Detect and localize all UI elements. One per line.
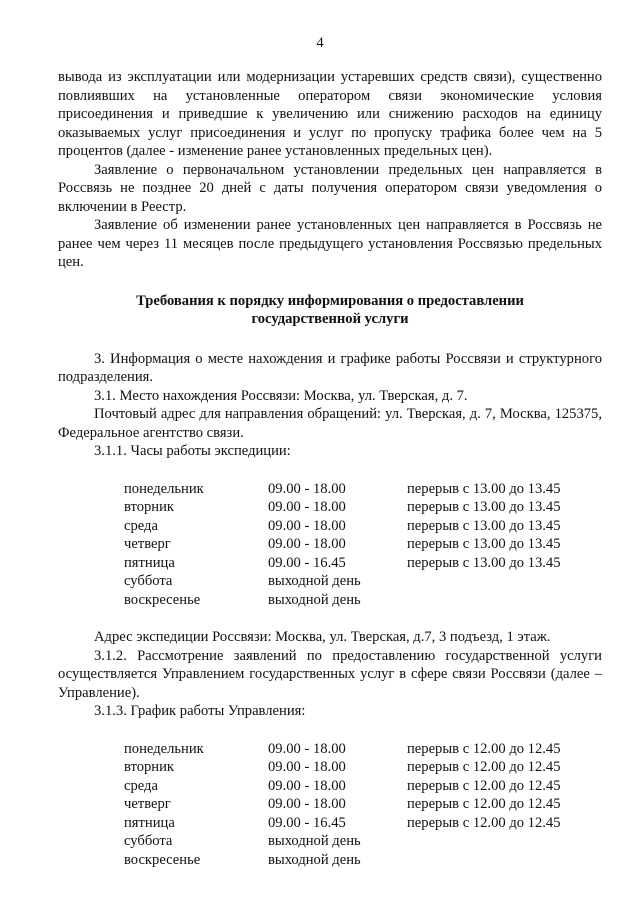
expedition-schedule-table (124, 480, 561, 610)
schedule-row (124, 480, 561, 499)
paragraph-expedition-address: Адрес экспедиции Россвязи: Москва, ул. Тверская, д.7, 3 подъезд, 1 этаж. (94, 629, 551, 645)
paragraph-3-1-1: 3.1.1. Часы работы экспедиции: (94, 443, 291, 459)
schedule-break: перерыв с 13.00 до 13.45 (407, 517, 561, 534)
schedule-hours: выходной день (268, 573, 361, 589)
schedule-day: пятница (124, 814, 175, 831)
schedule-day: вторник (124, 759, 175, 775)
schedule-row (124, 740, 561, 759)
schedule-day: среда (124, 517, 158, 534)
schedule-day: суббота (124, 573, 173, 589)
schedule-row (124, 832, 561, 851)
paragraph-3-1-3: 3.1.3. График работы Управления: (94, 703, 306, 719)
schedule-hours: выходной день (268, 851, 361, 868)
schedule-day: понедельник (124, 480, 204, 497)
schedule-break: перерыв с 12.00 до 12.45 (407, 814, 561, 831)
schedule-day: вторник (124, 499, 175, 515)
schedule-hours: 09.00 - 18.00 (268, 517, 346, 534)
schedule-break: перерыв с 13.00 до 13.45 (407, 480, 561, 497)
paragraph-3-1-2: 3.1.2. Рассмотрение заявлений по предоставлению государственной услуги осуществляется Управлением государственных услуг в сфере связи Россвязи (далее – Управление). (58, 647, 602, 701)
schedule-hours: 09.00 - 18.00 (268, 499, 346, 515)
schedule-break (407, 832, 561, 851)
schedule-row (124, 517, 561, 536)
paragraph-continued: вывода из эксплуатации или модернизации устаревших средств связи), существенно повлиявших на установленные оператором связи экономические условия присоединения и приведшие к увеличению или снижению расходов на единицу оказываемых услуг присоединения и услуг по пропуску трафика более чем на 5 процентов (далее - изменение ранее установленных предельных цен). (58, 69, 602, 159)
paragraph-3: 3. Информация о месте нахождения и графике работы Россвязи и структурного подразделения. (58, 350, 602, 385)
schedule-row (124, 758, 561, 777)
paragraph-change-limit-prices: Заявление об изменении ранее установленных цен направляется в Россвязь не ранее чем через 11 месяцев после предыдущего установления Россвязью предельных цен. (58, 217, 602, 270)
paragraph-postal-address: Почтовый адрес для направления обращений: ул. Тверская, д. 7, Москва, 125375, Федеральное агентство связи. (58, 406, 602, 441)
schedule-hours: 09.00 - 16.45 (268, 554, 346, 571)
schedule-row (124, 498, 561, 517)
section-heading-line1: Требования к порядку информирования о предоставлении (136, 292, 524, 309)
schedule-row (124, 554, 561, 573)
department-schedule-table (124, 740, 561, 870)
schedule-hours: 09.00 - 18.00 (268, 536, 346, 552)
schedule-day: четверг (124, 536, 171, 552)
page-body (58, 68, 602, 888)
schedule-hours: 09.00 - 18.00 (268, 480, 346, 497)
schedule-row (124, 777, 561, 796)
schedule-break: перерыв с 12.00 до 12.45 (407, 777, 561, 794)
schedule-hours: 09.00 - 18.00 (268, 796, 346, 812)
schedule-break: перерыв с 13.00 до 13.45 (407, 554, 561, 571)
schedule-day: понедельник (124, 740, 204, 757)
schedule-row (124, 814, 561, 833)
schedule-hours: выходной день (268, 833, 361, 849)
schedule-break (407, 851, 561, 870)
schedule-day: воскресенье (124, 591, 201, 608)
page-number: 4 (316, 35, 324, 51)
schedule-row (124, 851, 561, 870)
schedule-row (124, 572, 561, 591)
schedule-break (407, 572, 561, 591)
section-heading-line2: государственной услуги (251, 311, 409, 327)
schedule-day: воскресенье (124, 851, 201, 868)
schedule-hours: выходной день (268, 591, 361, 608)
schedule-day: суббота (124, 833, 173, 849)
schedule-hours: 09.00 - 18.00 (268, 777, 346, 794)
schedule-break: перерыв с 12.00 до 12.45 (407, 740, 561, 757)
schedule-row (124, 591, 561, 610)
schedule-break: перерыв с 12.00 до 12.45 (407, 759, 561, 775)
paragraph-initial-limit-prices: Заявление о первоначальном установлении предельных цен направляется в Россвязь не позднее 20 дней с даты получения оператором связи уведомления о включении в Реестр. (58, 161, 602, 215)
schedule-day: среда (124, 777, 158, 794)
schedule-day: пятница (124, 554, 175, 571)
schedule-hours: 09.00 - 16.45 (268, 814, 346, 831)
schedule-break: перерыв с 12.00 до 12.45 (407, 796, 561, 812)
paragraph-3-1: 3.1. Место нахождения Россвязи: Москва, ул. Тверская, д. 7. (94, 387, 468, 404)
schedule-break: перерыв с 13.00 до 13.45 (407, 536, 561, 552)
schedule-row (124, 535, 561, 554)
schedule-day: четверг (124, 796, 171, 812)
schedule-hours: 09.00 - 18.00 (268, 759, 346, 775)
section-heading (58, 292, 602, 329)
schedule-hours: 09.00 - 18.00 (268, 740, 346, 757)
schedule-break (407, 591, 561, 610)
schedule-break: перерыв с 13.00 до 13.45 (407, 499, 561, 515)
schedule-row (124, 795, 561, 814)
